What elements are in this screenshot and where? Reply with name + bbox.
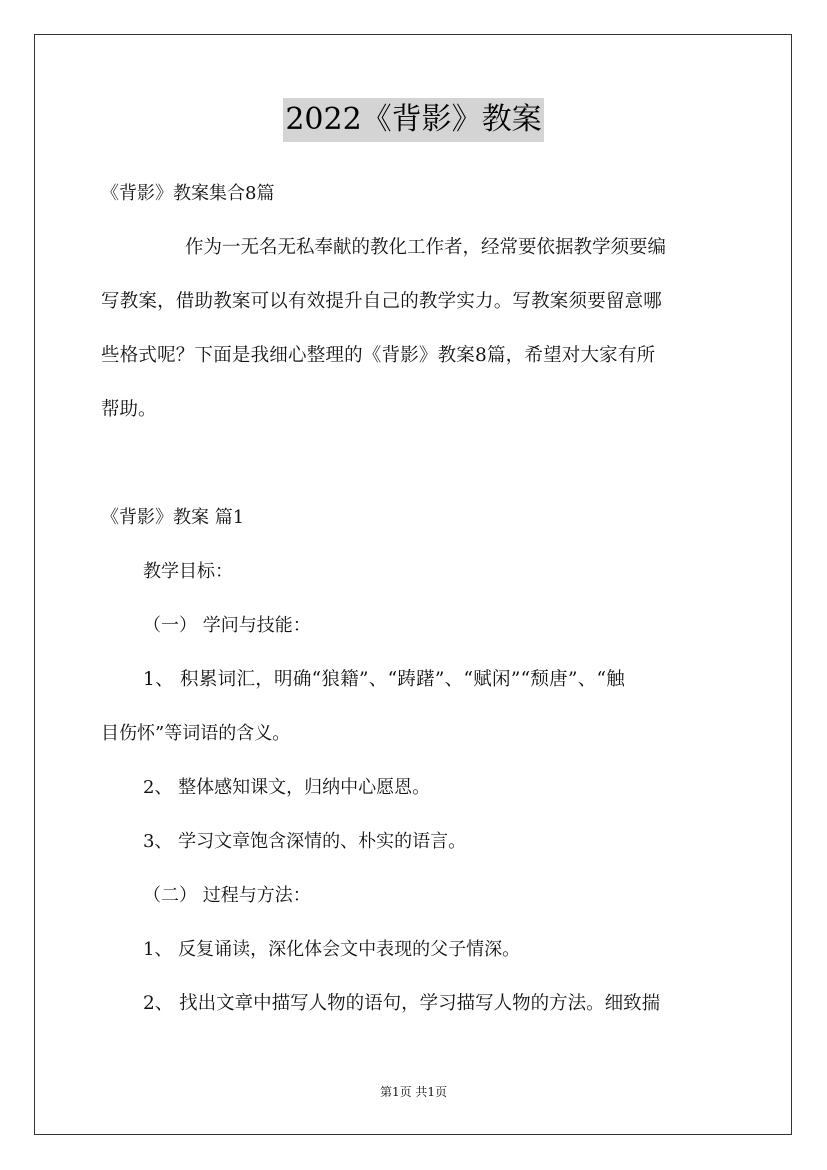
section-heading: 《背影》教案 篇1: [101, 507, 245, 528]
document-subtitle: 《背影》教案集合8篇: [101, 183, 275, 204]
part1-heading: （一） 学问与技能：: [143, 615, 311, 636]
item-2-2: 2、 找出文章中描写人物的语句，学习描写人物的方法。细致揣: [143, 993, 661, 1014]
intro-line-3: 些格式呢？下面是我细心整理的《背影》教案8篇，希望对大家有所: [101, 345, 656, 366]
item-1-1-line-1: 1、 积累词汇，明确“狼籍”、“踌躇”、“赋闲”“颓唐”、“触: [143, 669, 626, 690]
intro-line-4: 帮助。: [101, 399, 157, 420]
item-1-3: 3、 学习文章饱含深情的、朴实的语言。: [143, 831, 467, 852]
document-title: 2022《背影》教案: [283, 98, 543, 142]
page-footer: 第1页 共1页: [379, 1085, 448, 1099]
item-1-2: 2、 整体感知课文，归纳中心愿恩。: [143, 777, 431, 798]
title-container: [0, 98, 827, 142]
item-1-1-line-2: 目伤怀”等词语的含义。: [101, 723, 291, 744]
intro-line-2: 写教案，借助教案可以有效提升自己的教学实力。写教案须要留意哪: [101, 291, 663, 312]
part2-heading: （二） 过程与方法：: [143, 885, 311, 906]
item-2-1: 1、 反复诵读，深化体会文中表现的父子情深。: [143, 939, 521, 960]
objectives-label: 教学目标：: [143, 561, 233, 582]
intro-line-1: 作为一无名无私奉献的教化工作者，经常要依据教学须要编: [185, 237, 667, 258]
